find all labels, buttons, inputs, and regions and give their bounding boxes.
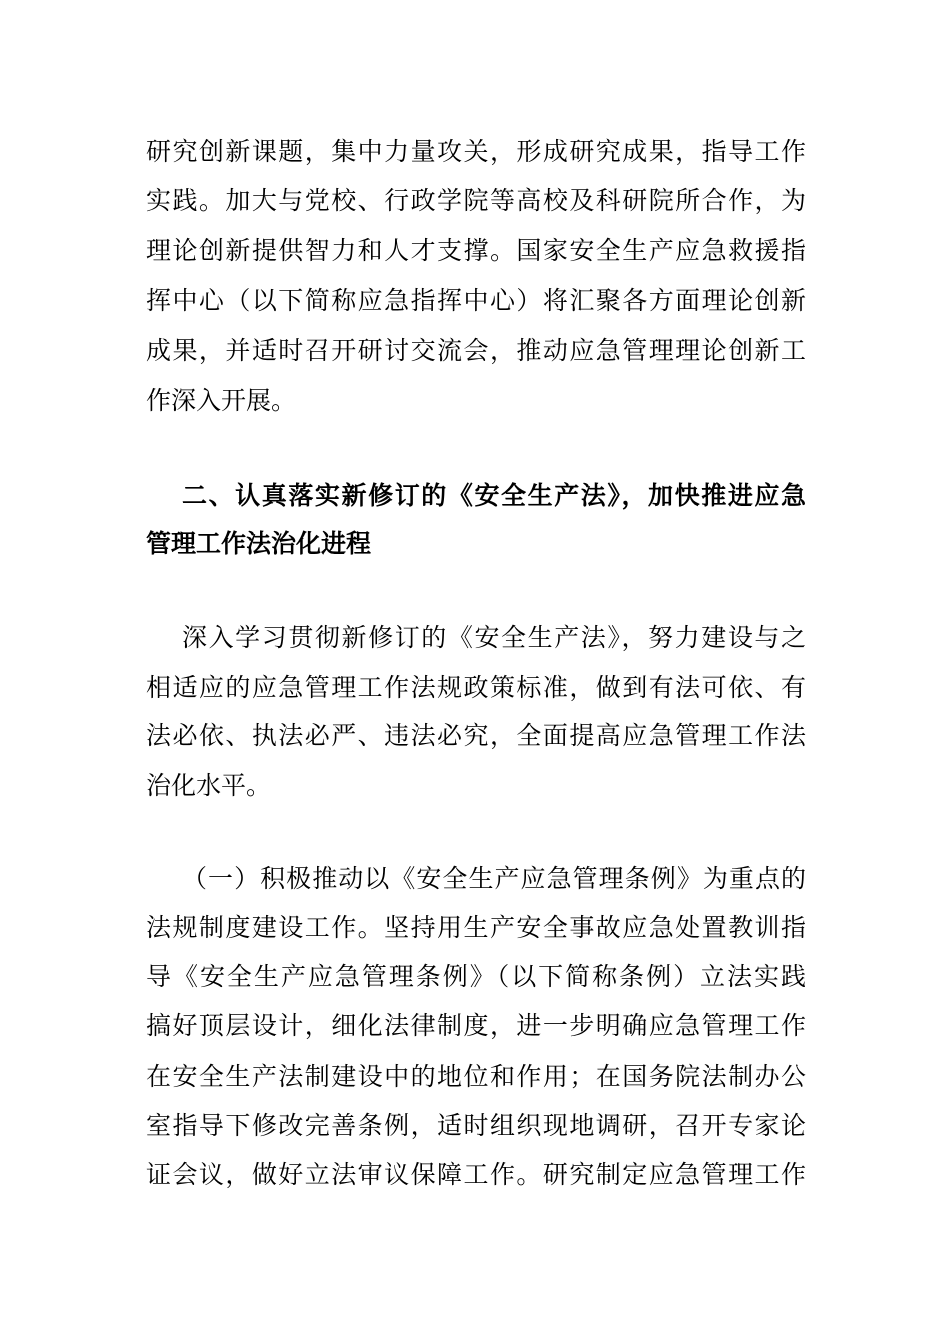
- section-heading-line-1: 二、认真落实新修订的《安全生产法》，加快推进应急: [182, 481, 806, 510]
- paragraph-1-line-5: 成果，并适时召开研讨交流会，推动应急管理理论创新工: [146, 336, 806, 365]
- paragraph-1-line-3: 理论创新提供智力和人才支撑。国家安全生产应急救援指: [146, 236, 806, 265]
- paragraph-4-line-4: 搞好顶层设计，细化法律制度，进一步明确应急管理工作: [146, 1011, 806, 1040]
- paragraph-4-line-3: 导《安全生产应急管理条例》（以下简称条例）立法实践: [146, 962, 806, 991]
- paragraph-1-line-2: 实践。加大与党校、行政学院等高校及科研院所合作，为: [146, 186, 806, 215]
- paragraph-1-line-6: 作深入开展。: [146, 386, 297, 415]
- paragraph-4-line-5: 在安全生产法制建设中的地位和作用；在国务院法制办公: [146, 1062, 806, 1091]
- paragraph-4-line-2: 法规制度建设工作。坚持用生产安全事故应急处置教训指: [146, 913, 806, 942]
- paragraph-4-line-6: 室指导下修改完善条例，适时组织现地调研，召开专家论: [146, 1111, 806, 1140]
- paragraph-3-line-1: 深入学习贯彻新修订的《安全生产法》，努力建设与之: [182, 623, 806, 652]
- paragraph-3-line-2: 相适应的应急管理工作法规政策标准，做到有法可依、有: [146, 673, 806, 702]
- paragraph-4-line-7: 证会议，做好立法审议保障工作。研究制定应急管理工作: [146, 1160, 806, 1189]
- section-heading-line-2: 管理工作法治化进程: [146, 529, 372, 558]
- paragraph-1-line-1: 研究创新课题，集中力量攻关，形成研究成果，指导工作: [146, 137, 806, 166]
- paragraph-1-line-4: 挥中心（以下简称应急指挥中心）将汇聚各方面理论创新: [146, 286, 806, 315]
- paragraph-3-line-3: 法必依、执法必严、违法必究，全面提高应急管理工作法: [146, 721, 806, 750]
- paragraph-3-line-4: 治化水平。: [146, 771, 272, 800]
- paragraph-4-line-1: （一）积极推动以《安全生产应急管理条例》为重点的: [182, 864, 806, 893]
